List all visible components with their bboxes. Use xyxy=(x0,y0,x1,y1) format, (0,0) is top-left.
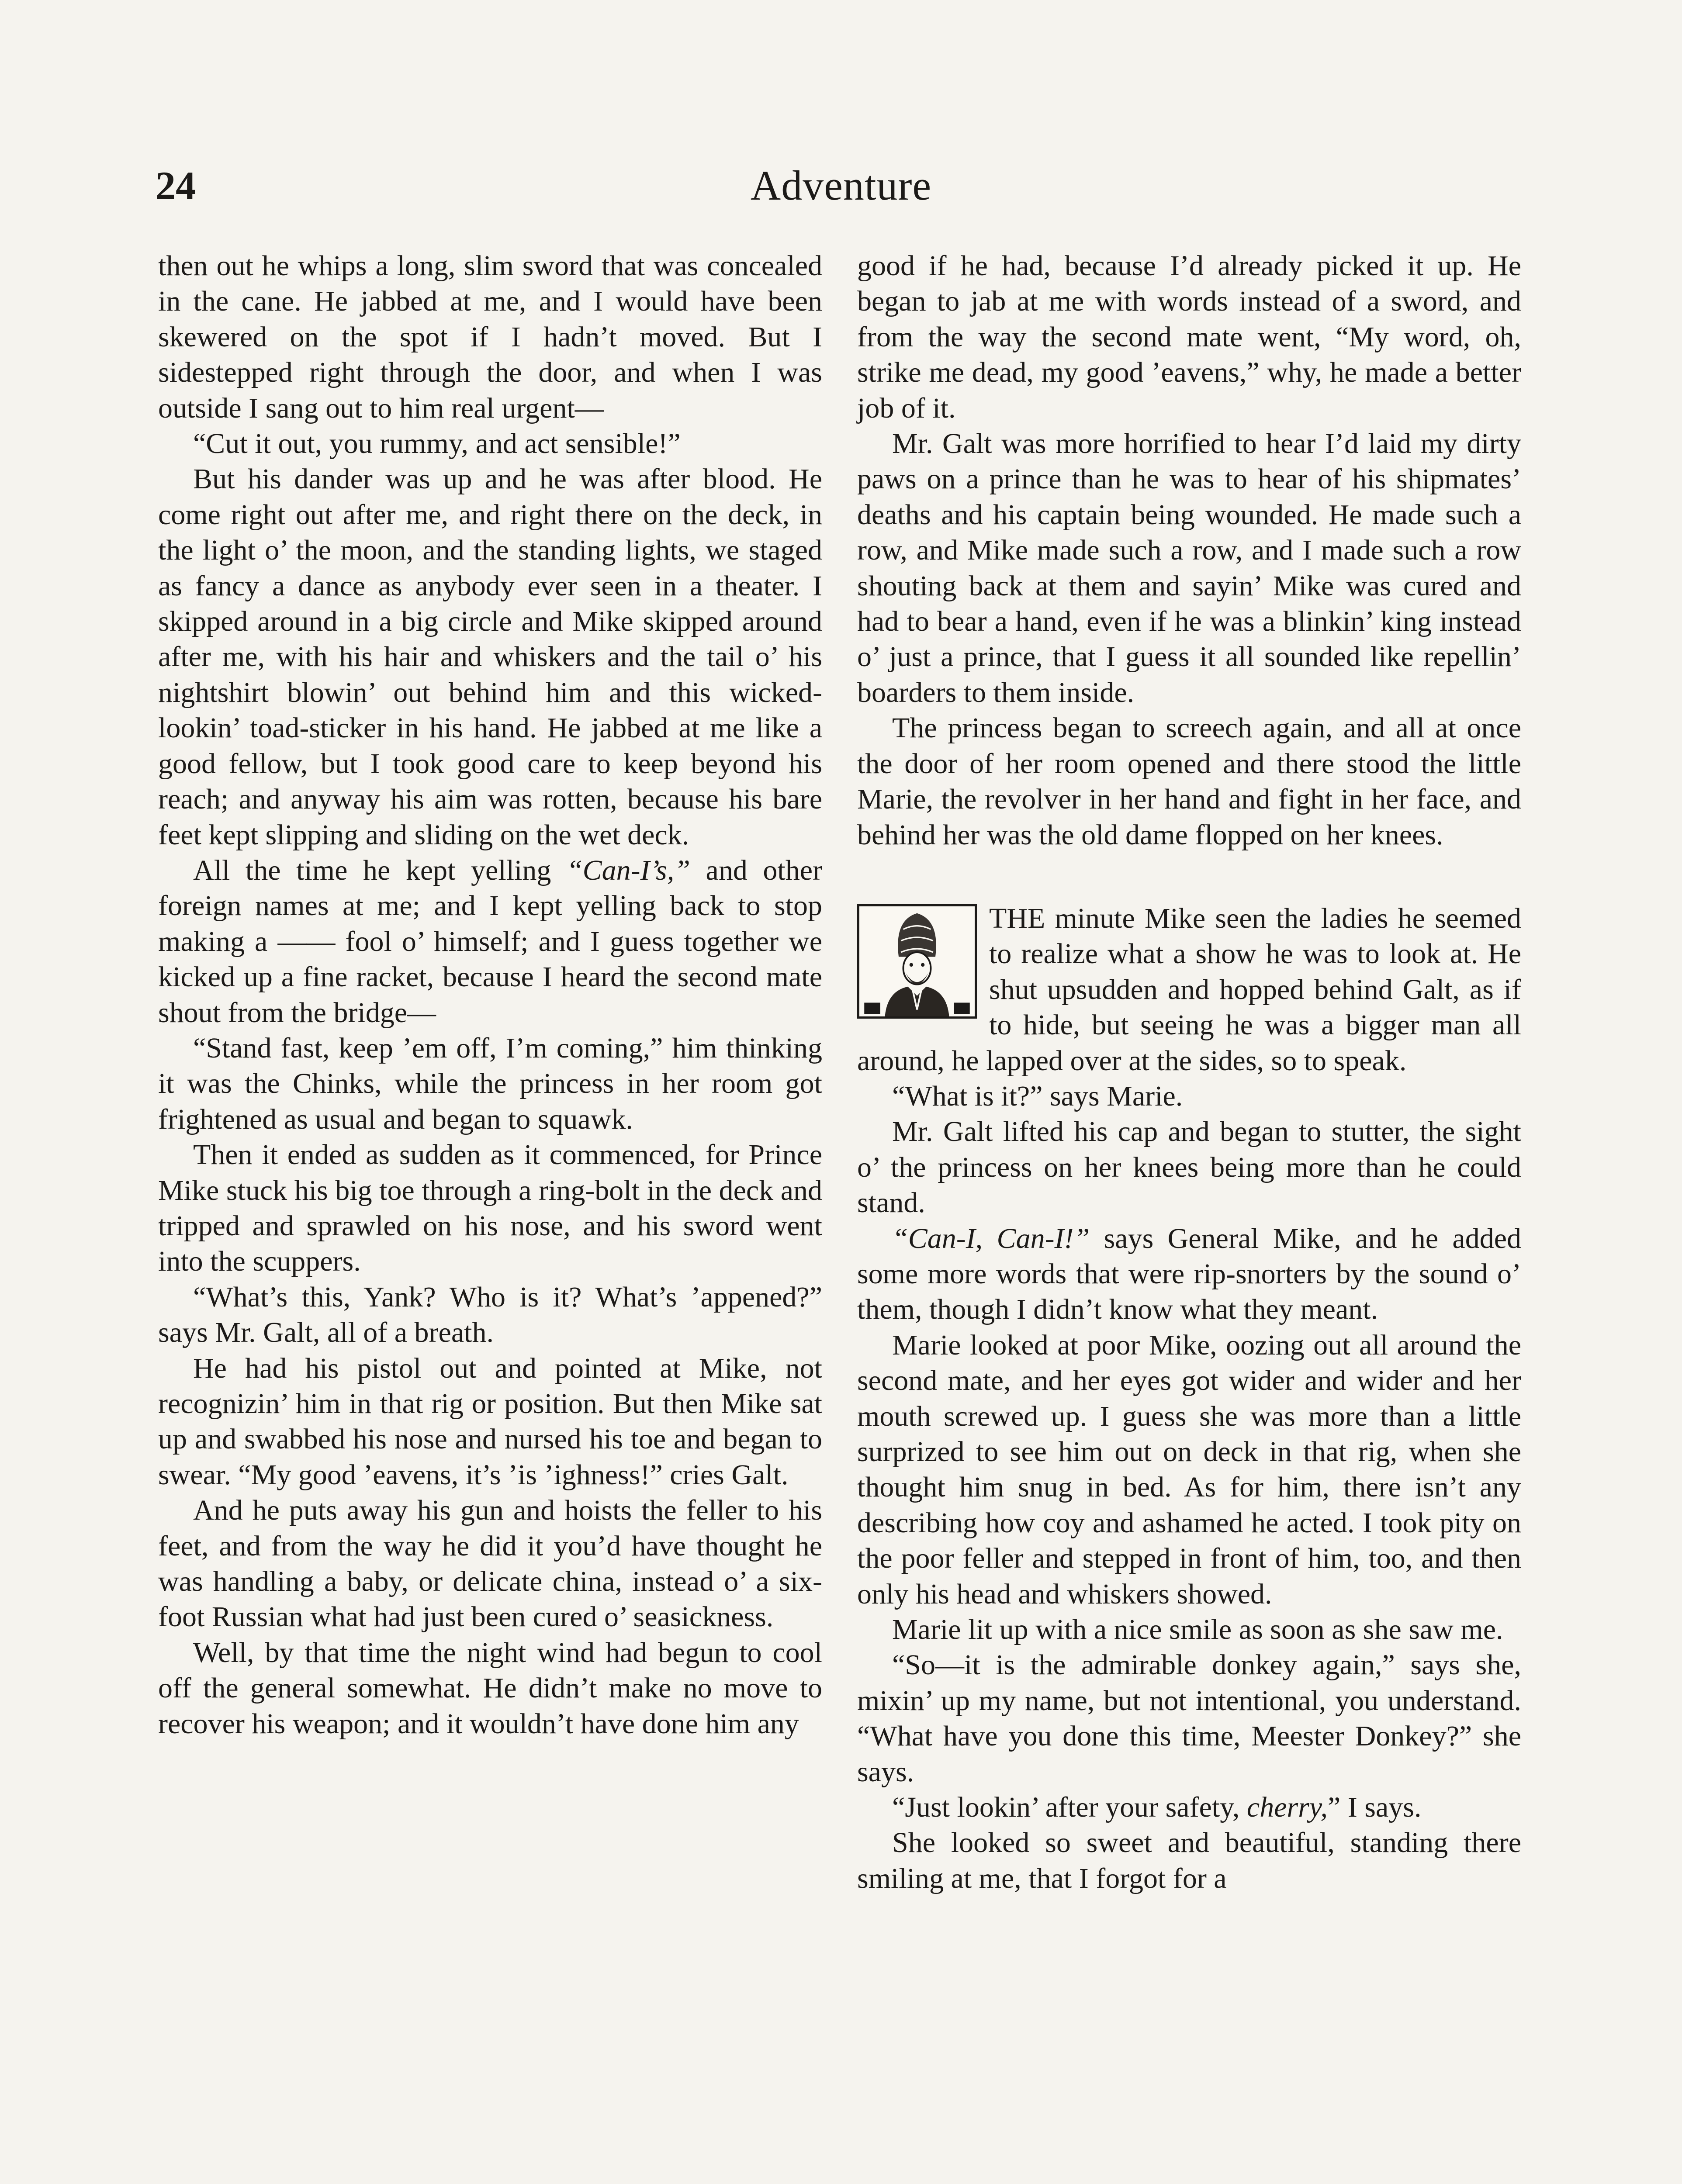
page-header xyxy=(0,157,1682,223)
paragraph: But his dander was up and he was after blood. He come right out after me, and right there on the deck, in the light o’ the moon, and the standing lights, we staged as fancy a dance as anybody ever seen in a theater. I skipped around in a big circle and Mike skipped around after me, with his hair and whiskers and the tail o’ his nightshirt blowin’ out behind him and this wicked-lookin’ toad-sticker in his hand. He jabbed at me like a good fellow, but I took good care to keep beyond his reach; and anyway his aim was rotten, because his bare feet kept slipping and sliding on the wet deck. xyxy=(158,463,822,851)
paragraph: Marie lit up with a nice smile as soon as she saw me. xyxy=(892,1614,1503,1646)
running-title: Adventure xyxy=(750,162,932,209)
paragraph: “What’s this, Yank? Who is it? What’s ’appened?” says Mr. Galt, all of a breath. xyxy=(158,1281,822,1349)
italic-phrase: “Can-I, Can-I!” xyxy=(892,1222,1090,1254)
paragraph: “Cut it out, you rummy, and act sensible!” xyxy=(193,428,681,460)
paragraph: Well, by that time the night wind had begun to cool off the general somewhat. He didn’t make no move to recover his weapon; and it wouldn’t have done him any xyxy=(158,1636,822,1740)
paragraph: He had his pistol out and pointed at Mike, not recognizin’ him in that rig or position. But then Mike sat up and swabbed his nose and nursed his toe and began to swear. “My good ’eavens, it’s ’is ’ighness!” cries Galt. xyxy=(158,1352,822,1491)
paragraph: “So—it is the admirable donkey again,” says she, mixin’ up my name, but not intentional, you understand. “What have you done this time, Meester Donkey?” she says. xyxy=(857,1649,1521,1788)
left-column xyxy=(158,248,822,2184)
right-column xyxy=(857,248,1521,2184)
paragraph: “What is it?” says Marie. xyxy=(892,1080,1183,1112)
paragraph: Mr. Galt lifted his cap and began to stutter, the sight o’ the princess on her knees being more than he could stand. xyxy=(857,1116,1521,1219)
paragraph: Marie looked at poor Mike, oozing out all around the second mate, and her eyes got wider and wider and her mouth screwed up. I guess she was more than a little surprized to see him out on deck in that rig, when she thought him snug in bed. As for him, there isn’t any describing how coy and ashamed he acted. I took pity on the poor feller and stepped in front of him, too, and then only his head and whiskers showed. xyxy=(857,1329,1521,1610)
italic-phrase: “Can-I’s,” xyxy=(566,854,690,886)
paragraph: “Stand fast, keep ’em off, I’m coming,” him thinking it was the Chinks, while the princess in her room got frightened as usual and began to squawk. xyxy=(158,1032,822,1135)
portrait-of-prince-mike-icon xyxy=(857,904,977,1019)
paragraph: Mr. Galt was more horrified to hear I’d laid my dirty paws on a prince than he was to hear of his shipmates’ deaths and his captain being wounded. He made such a row, and Mike made such a row, and I made such a row shouting back at them and sayin’ Mike was cured and had to bear a hand, even if he was a blinkin’ king instead o’ just a prince, that I guess it all sounded like repellin’ boarders to them inside. xyxy=(857,428,1521,708)
paragraph: The princess began to screech again, and all at once the door of her room opened and there stood the little Marie, the revolver in her hand and fight in her face, and behind her was the old dame flopped on her knees. xyxy=(857,712,1521,851)
paragraph: She looked so sweet and beautiful, standing there smiling at me, that I forgot for a xyxy=(857,1827,1521,1894)
page-number: 24 xyxy=(156,163,196,208)
paragraph: And he puts away his gun and hoists the feller to his feet, and from the way he did it you’d have thought he was handling a baby, or delicate china, instead o’ a six-foot Russian what had just been cured o’ seasickness. xyxy=(158,1494,822,1633)
paragraph: “Can-I, Can-I!” says General Mike, and he added some more words that were rip-snorters by the sound o’ them, though I didn’t know what they meant. xyxy=(857,1222,1521,1326)
paragraph: Then it ended as sudden as it commenced, for Prince Mike stuck his big toe through a ring-bolt in the deck and tripped and sprawled on his nose, and his sword went into the scuppers. xyxy=(158,1139,822,1278)
section-opening-paragraph: THE minute Mike seen the ladies he seemed to realize what a show he was to look at. He shut upsudden and hopped behind Galt, as if to hide, but seeing he was a bigger man all around, he lapped over at the sides, so to speak. xyxy=(857,902,1521,1077)
paragraph: good if he had, because I’d already picked it up. He began to jab at me with words instead of a sword, and from the way the second mate went, “My word, oh, strike me dead, my good ’eavens,” why, he made a better job of it. xyxy=(857,250,1521,424)
italic-phrase: cherry, xyxy=(1246,1791,1328,1824)
paragraph: “Just lookin’ after your safety, cherry,” I says. xyxy=(892,1791,1422,1824)
paragraph: All the time he kept yelling “Can-I’s,” and other foreign names at me; and I kept yelling back to stop making a —— fool o’ himself; and I guess together we kicked up a fine racket, because I heard the second mate shout from the bridge— xyxy=(158,854,822,1029)
paragraph: then out he whips a long, slim sword that was concealed in the cane. He jabbed at me, and I would have been skewered on the spot if I hadn’t moved. But I sidestepped right through the door, and when I was outside I sang out to him real urgent— xyxy=(158,250,822,424)
